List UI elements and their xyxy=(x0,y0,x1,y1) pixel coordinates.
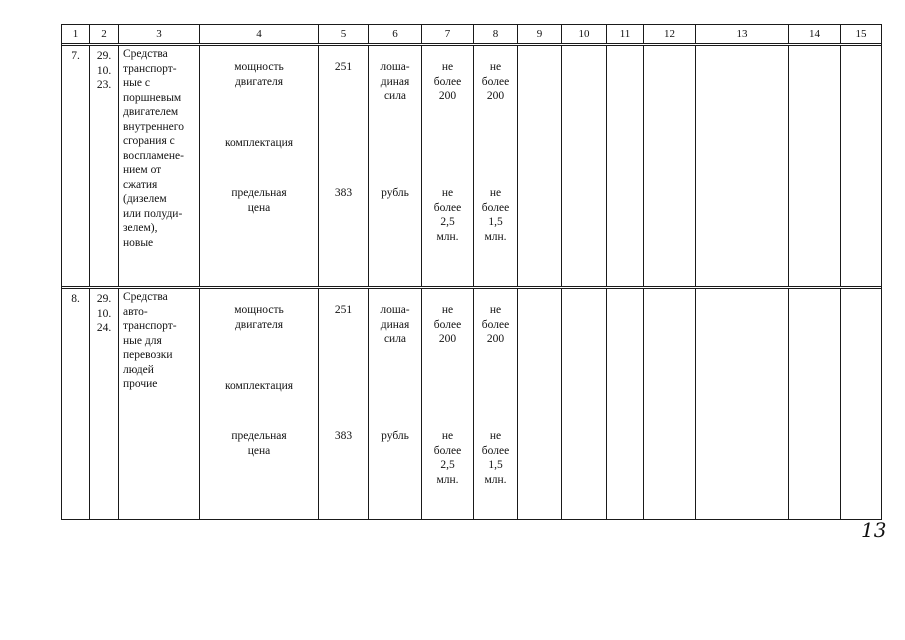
value-column-7-line: не xyxy=(441,187,454,199)
value-column-8-line: более xyxy=(481,444,510,457)
characteristic-label-line: мощность xyxy=(234,61,284,73)
column-header: 10 xyxy=(562,25,607,44)
column-header: 9 xyxy=(518,25,562,44)
product-name-line: зелем), xyxy=(123,222,158,234)
column-header: 7 xyxy=(422,25,474,44)
value-column-7-line: 2,5 xyxy=(440,216,455,228)
column-header: 1 xyxy=(62,25,90,44)
okpd-code-line: 23. xyxy=(96,79,112,91)
product-name-line: сгорания с xyxy=(123,135,175,147)
unit-name-line: сила xyxy=(383,90,407,102)
product-name-line: Средства xyxy=(123,48,168,60)
empty-cell-col-12 xyxy=(644,46,696,287)
value-column-7-line: 2,5 xyxy=(440,459,455,471)
okpd-code-line: 29. xyxy=(96,50,112,62)
unit-code-line: 251 xyxy=(334,61,353,73)
regulation-table xyxy=(61,24,882,520)
unit-code-line: 383 xyxy=(334,187,353,199)
empty-cell-col-15 xyxy=(841,289,882,520)
empty-cell-col-13 xyxy=(696,46,789,287)
row-number xyxy=(62,289,90,520)
empty-cell-col-14 xyxy=(789,289,841,520)
product-name xyxy=(119,46,200,287)
value-column-7-line: млн. xyxy=(436,230,459,243)
unit-name xyxy=(369,289,422,520)
empty-cell-col-9 xyxy=(518,289,562,520)
unit-name-line: сила xyxy=(383,333,407,345)
value-column-7 xyxy=(422,289,474,520)
column-header: 12 xyxy=(644,25,696,44)
header-row xyxy=(62,25,882,44)
characteristic-label xyxy=(200,289,319,520)
product-name xyxy=(119,289,200,520)
characteristic-label-line: комплектация xyxy=(224,137,294,149)
unit-name-line: лоша- xyxy=(380,61,410,73)
okpd-code-line: 29. xyxy=(96,293,112,305)
value-column-7-line: более xyxy=(433,75,462,88)
empty-cell-col-13 xyxy=(696,289,789,520)
empty-cell-col-11 xyxy=(607,289,644,520)
characteristic-label-line: двигателя xyxy=(234,318,284,331)
value-column-8-line: более xyxy=(481,318,510,331)
value-column-7-line: не xyxy=(441,430,454,442)
column-header: 13 xyxy=(696,25,789,44)
column-header: 15 xyxy=(841,25,882,44)
value-column-8-line: 1,5 xyxy=(488,216,503,228)
empty-cell-col-10 xyxy=(562,46,607,287)
unit-name-line: рубль xyxy=(381,187,409,199)
product-name-line: воспламене- xyxy=(123,149,184,162)
value-column-8-line: более xyxy=(481,75,510,88)
row-number-text: 7. xyxy=(71,50,80,62)
value-column-7-line: не xyxy=(441,61,454,73)
value-column-7-line: более xyxy=(433,444,462,457)
unit-name xyxy=(369,46,422,287)
product-name-line: ные с xyxy=(123,77,150,89)
column-header: 2 xyxy=(90,25,119,44)
column-header: 4 xyxy=(200,25,319,44)
unit-name-line: диная xyxy=(380,75,410,88)
value-column-7-line: 200 xyxy=(438,333,457,345)
table-row xyxy=(62,289,882,520)
product-name-line: авто- xyxy=(123,305,148,318)
product-name-line: прочие xyxy=(123,378,158,390)
unit-name-line: лоша- xyxy=(380,304,410,316)
value-column-8-line: 1,5 xyxy=(488,459,503,471)
column-header: 3 xyxy=(119,25,200,44)
column-header: 5 xyxy=(319,25,369,44)
product-name-line: людей xyxy=(123,363,154,376)
page-number: 13 xyxy=(861,518,887,542)
okpd-code xyxy=(90,289,119,520)
value-column-7-line: млн. xyxy=(436,473,459,486)
unit-code-line: 383 xyxy=(334,430,353,442)
product-name-line: или полуди- xyxy=(123,207,183,220)
value-column-7-line: не xyxy=(441,304,454,316)
value-column-8-line: 200 xyxy=(486,333,505,345)
empty-cell-col-14 xyxy=(789,46,841,287)
product-name-line: Средства xyxy=(123,291,168,303)
characteristic-label-line: двигателя xyxy=(234,75,284,88)
product-name-line: поршневым xyxy=(123,91,182,104)
value-column-8-line: млн. xyxy=(484,230,507,243)
value-column-7-line: 200 xyxy=(438,90,457,102)
product-name-line: (дизелем xyxy=(123,193,167,205)
okpd-code xyxy=(90,46,119,287)
value-column-7-line: более xyxy=(433,318,462,331)
characteristic-label-line: мощность xyxy=(234,304,284,316)
column-header: 14 xyxy=(789,25,841,44)
okpd-code-line: 10. xyxy=(96,307,112,320)
value-column-7 xyxy=(422,46,474,287)
value-column-8-line: более xyxy=(481,201,510,214)
value-column-8-line: не xyxy=(489,304,502,316)
column-header: 11 xyxy=(607,25,644,44)
characteristic-label-line: цена xyxy=(247,444,271,457)
product-name-line: нием от xyxy=(123,164,162,176)
value-column-8-line: не xyxy=(489,430,502,442)
unit-code-line: 251 xyxy=(334,304,353,316)
product-name-line: транспорт- xyxy=(123,62,177,75)
product-name-line: новые xyxy=(123,236,154,249)
empty-cell-col-10 xyxy=(562,289,607,520)
empty-cell-col-9 xyxy=(518,46,562,287)
product-name-line: перевозки xyxy=(123,349,173,361)
characteristic-label xyxy=(200,46,319,287)
value-column-8 xyxy=(474,289,518,520)
characteristic-label-line: комплектация xyxy=(224,380,294,392)
unit-name-line: рубль xyxy=(381,430,409,442)
column-header: 6 xyxy=(369,25,422,44)
characteristic-label-line: предельная xyxy=(231,187,287,199)
empty-cell-col-11 xyxy=(607,46,644,287)
value-column-8-line: 200 xyxy=(486,90,505,102)
okpd-code-line: 10. xyxy=(96,64,112,77)
value-column-8-line: не xyxy=(489,61,502,73)
product-name-line: внутреннего xyxy=(123,120,184,133)
okpd-code-line: 24. xyxy=(96,322,112,334)
table-row xyxy=(62,46,882,287)
characteristic-label-line: предельная xyxy=(231,430,287,442)
unit-code xyxy=(319,46,369,287)
empty-cell-col-15 xyxy=(841,46,882,287)
value-column-8 xyxy=(474,46,518,287)
product-name-line: двигателем xyxy=(123,106,179,118)
row-number-text: 8. xyxy=(71,293,80,305)
value-column-8-line: не xyxy=(489,187,502,199)
empty-cell-col-12 xyxy=(644,289,696,520)
value-column-7-line: более xyxy=(433,201,462,214)
unit-code xyxy=(319,289,369,520)
characteristic-label-line: цена xyxy=(247,201,271,214)
value-column-8-line: млн. xyxy=(484,473,507,486)
product-name-line: сжатия xyxy=(123,178,158,191)
product-name-line: транспорт- xyxy=(123,320,177,332)
column-header: 8 xyxy=(474,25,518,44)
unit-name-line: диная xyxy=(380,318,410,331)
row-number xyxy=(62,46,90,287)
product-name-line: ные для xyxy=(123,334,162,347)
